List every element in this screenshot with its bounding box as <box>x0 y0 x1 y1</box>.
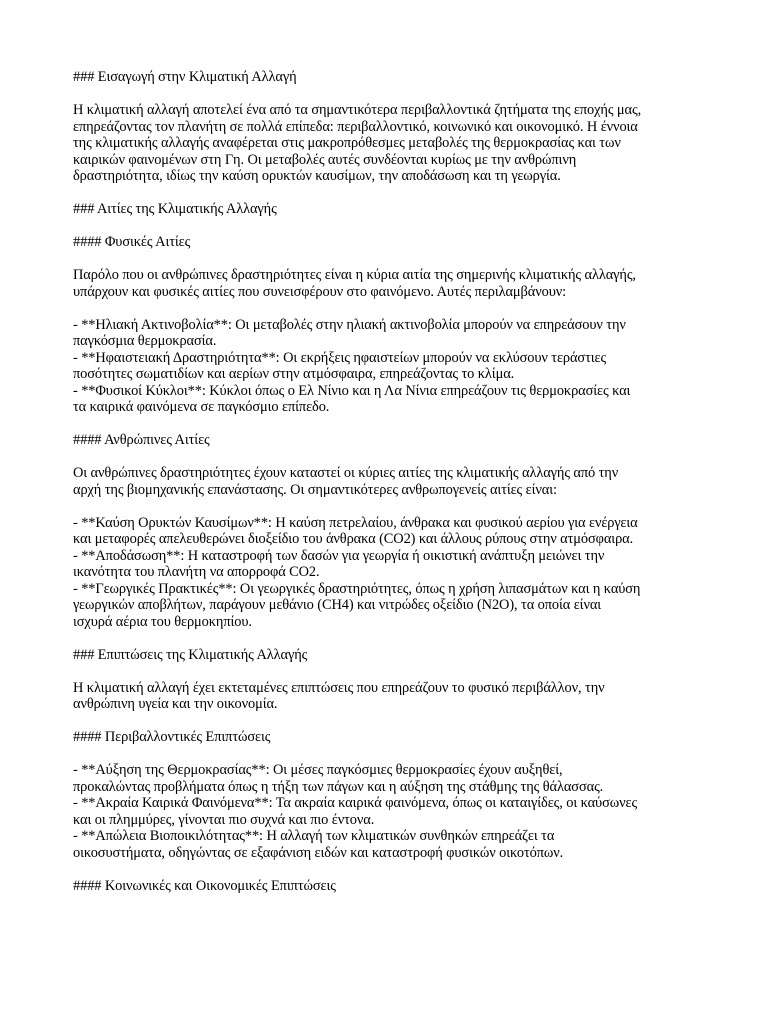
paragraph-impacts: Η κλιματική αλλαγή έχει εκτεταμένες επιπτώσεις που επηρεάζουν το φυσικό περιβάλλον, την ανθρώπινη υγεία και την οικονομία. <box>73 679 605 712</box>
heading-impacts: ### Επιπτώσεις της Κλιματικής Αλλαγής <box>73 646 308 663</box>
subheading-natural-causes: #### Φυσικές Αιτίες <box>73 234 191 250</box>
subheading-social-economic-impacts: #### Κοινωνικές και Οικονομικές Επιπτώσεις <box>73 877 336 894</box>
heading-introduction: ### Εισαγωγή στην Κλιματική Αλλαγή <box>73 69 297 85</box>
paragraph-human-causes: Οι ανθρώπινες δραστηριότητες έχουν καταστεί οι κύριες αιτίες της κλιματικής αλλαγής από την αρχή της βιομηχανικής επανάστασης. Οι σημαντικότερες ανθρωπογενείς αιτίες είναι: <box>73 465 619 498</box>
list-human-causes: - **Καύση Ορυκτών Καυσίμων**: Η καύση πετρελαίου, άνθρακα και φυσικού αερίου για ενέργεια και μεταφορές απελευθερώνει διοξείδιο του άνθρακα (CO2) και άλλους ρύπους στην ατμόσφαιρα. - **Αποδάσωση**: Η καταστροφή των δασών για γεωργία ή οικιστική ανάπτυξη μειώνει την ικανότητα του πλανήτη να απορροφά CO2. - **Γεωργικές Πρακτικές**: Οι γεωργικές δραστηριότητες, όπως η χρήση λιπασμάτων και η καύση γεωργικών αποβλήτων, παράγουν μεθάνιο (CH4) και νιτρώδες οξείδιο (N2O), τα οποία είναι ισχυρά αέρια του θερμοκηπίου. <box>73 514 641 630</box>
subheading-environmental-impacts: #### Περιβαλλοντικές Επιπτώσεις <box>73 729 271 745</box>
heading-causes: ### Αιτίες της Κλιματικής Αλλαγής <box>73 201 277 217</box>
paragraph-intro: Η κλιματική αλλαγή αποτελεί ένα από τα σημαντικότερα περιβαλλοντικά ζητήματα της εποχής μας, επηρεάζοντας τον πλανήτη σε πολλά επίπεδα: περιβαλλοντικό, κοινωνικό και οικονομικό. Η έννοια της κλιματικής αλλαγής αναφέρεται στις μακροπρόθεσμες μεταβολές της θερμοκρασίας και των καιρικών φαινομένων στη Γη. Οι μεταβολές αυτές συνδέονται κυρίως με την ανθρώπινη δραστηριότητα, ιδίως την καύση ορυκτών καυσίμων, την αποδάσωση και τη γεωργία. <box>73 102 642 184</box>
list-environmental-impacts: - **Αύξηση της Θερμοκρασίας**: Οι μέσες παγκόσμιες θερμοκρασίες έχουν αυξηθεί, προκαλώντας προβλήματα όπως η τήξη των πάγων και η αύξηση της στάθμης της θάλασσας. - **Ακραία Καιρικά Φαινόμενα**: Τα ακραία καιρικά φαινόμενα, όπως οι καταιγίδες, οι καύσωνες και οι πλημμύρες, γίνονται πιο συχνά και πιο έντονα. - **Απώλεια Βιοποικιλότητας**: Η αλλαγή των κλιματικών συνθηκών επηρεάζει τα οικοσυστήματα, οδηγώντας σε εξαφάνιση ειδών και καταστροφή φυσικών οικοτόπων. <box>73 762 638 861</box>
list-natural-causes: - **Ηλιακή Ακτινοβολία**: Οι μεταβολές στην ηλιακή ακτινοβολία μπορούν να επηρεάσουν την παγκόσμια θερμοκρασία. - **Ηφαιστειακή Δραστηριότητα**: Οι εκρήξεις ηφαιστείων μπορούν να εκλύσουν τεράστιες ποσότητες σωματιδίων και αερίων στην ατμόσφαιρα, επηρεάζοντας το κλίμα. - **Φυσικοί Κύκλοι**: Κύκλοι όπως ο Ελ Νίνιο και η Λα Νίνια επηρεάζουν τις θερμοκρασίες και τα καιρικά φαινόμενα σε παγκόσμιο επίπεδο. <box>73 316 631 415</box>
subheading-human-causes: #### Ανθρώπινες Αιτίες <box>73 432 210 448</box>
paragraph-natural-causes: Παρόλο που οι ανθρώπινες δραστηριότητες είναι η κύρια αιτία της σημερινής κλιματικής αλλαγής, υπάρχουν και φυσικές αιτίες που συνεισφέρουν στο φαινόμενο. Αυτές περιλαμβάνουν: <box>73 267 636 300</box>
